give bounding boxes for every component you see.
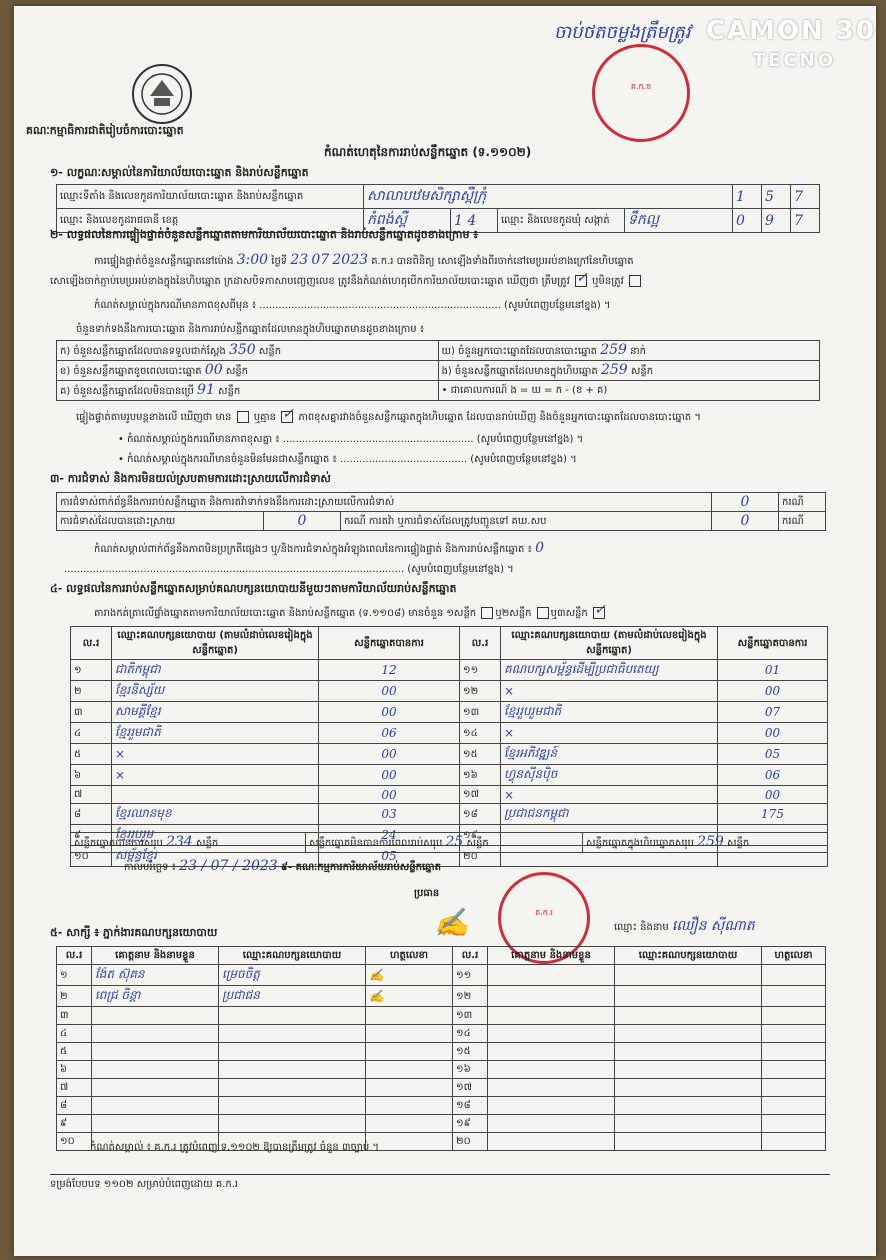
cell-votes-l: 00 bbox=[319, 702, 460, 723]
cell-empty bbox=[488, 1007, 615, 1025]
cell-empty bbox=[615, 1007, 762, 1025]
cell-empty bbox=[762, 1061, 826, 1079]
total-in-box: 259 bbox=[697, 834, 724, 850]
cell-no-r: ១៥ bbox=[460, 744, 501, 765]
chair-signature: ✍ bbox=[434, 906, 469, 939]
section-4-title: ៤- លទ្ធផលនៃការរាប់សន្លឹកឆ្នោតសម្រាប់គណបក្សនយោបាយនីមួយៗតាមការិយាល័យរាប់សន្លឹកឆ្នោត bbox=[50, 582, 457, 595]
cell-sign-l bbox=[366, 1043, 453, 1061]
emblem-logo bbox=[132, 64, 192, 124]
cell-empty bbox=[488, 965, 615, 986]
cell-name-l bbox=[92, 1061, 219, 1079]
cell-no-r: ១៣ bbox=[453, 1007, 488, 1025]
cell-votes-r: 07 bbox=[718, 702, 828, 723]
party-row bbox=[71, 660, 828, 681]
cell-no-l: ៧ bbox=[71, 786, 112, 804]
code-digit: 1 bbox=[733, 185, 762, 209]
cell-party-l bbox=[219, 1115, 366, 1133]
cell-sign-l bbox=[366, 1025, 453, 1043]
count-year: 2023 bbox=[332, 252, 369, 268]
note-line-3: • កំណត់សម្គាល់ក្នុងករណីមានចំនួនមិនមែនជាសន្លឹកឆ្នោត ៖ ........................................ (សូមបំពេញបន្ថែមនៅខ្នង) ។ bbox=[118, 454, 577, 465]
province-code: 1 4 bbox=[451, 209, 498, 233]
header-handwritten-note: ចាប់ថតចម្លងត្រឹមត្រូវ bbox=[554, 22, 691, 43]
cell-no-l: ៣ bbox=[71, 702, 112, 723]
cell-party-l bbox=[219, 1079, 366, 1097]
section-4-intro: តារាងកត់ត្រាលើផ្ទាំងឆ្នោតតាមការិយាល័យបោះឆ្នោត និងរាប់សន្លឹកឆ្នោត (ទ.១១០៨) មានចំនួន ១សន្លឹក ឬ២សន្លឹក ឬ៣សន្លឹក ✓ bbox=[94, 602, 606, 619]
bottom-stamp: គ.ក.រ bbox=[498, 872, 590, 964]
cell-name-l: ពេជ្រ ចិន្តា bbox=[92, 986, 219, 1007]
cell-no-l: ៤ bbox=[57, 1025, 92, 1043]
party-row bbox=[71, 804, 828, 825]
cell-no-r: ១៧ bbox=[460, 786, 501, 804]
cell-party-l: ប្រជាជន bbox=[219, 986, 366, 1007]
cell-party-l bbox=[112, 786, 319, 804]
count-month: 07 bbox=[311, 252, 330, 268]
witness-row bbox=[57, 1097, 826, 1115]
cell-no-l: ៦ bbox=[71, 765, 112, 786]
chair-name-line: ឈ្មោះ និងនាម ឈឿន ស៊ីណាត bbox=[614, 918, 755, 934]
witness-row bbox=[57, 1025, 826, 1043]
cell-votes-r: 05 bbox=[718, 744, 828, 765]
cell-no-l: ៦ bbox=[57, 1061, 92, 1079]
cell-no-l: ៨ bbox=[57, 1097, 92, 1115]
cell-party-r: × bbox=[501, 681, 718, 702]
cell-sign-l: ✍ bbox=[366, 986, 453, 1007]
section-1-title: ១- លក្ខណៈសម្គាល់នៃការិយាល័យបោះឆ្នោត និងរាប់សន្លឹកឆ្នោត bbox=[50, 166, 309, 179]
top-stamp: គ.ក.ខ bbox=[592, 44, 690, 142]
cell-name-l bbox=[92, 1097, 219, 1115]
watermark-sub: TECNO bbox=[752, 50, 836, 71]
cell-empty bbox=[762, 1025, 826, 1043]
complaints-count: 0 bbox=[712, 493, 779, 512]
cell-votes-l: 00 bbox=[319, 681, 460, 702]
code-digit: 0 bbox=[733, 209, 762, 233]
cell-party-r: គណបក្សសម្ព័ន្ធដើម្បីប្រជាធិបតេយ្យ bbox=[501, 660, 718, 681]
ballots-in-box-value: 259 bbox=[600, 362, 628, 378]
cell-votes-l: 24 bbox=[319, 825, 460, 846]
cell-empty bbox=[615, 1061, 762, 1079]
commission-name: គណៈកម្មាធិការជាតិរៀបចំការបោះឆ្នោត bbox=[26, 124, 184, 137]
party-results-table: ល.រ ឈ្មោះគណបក្សនយោបាយ (តាមលំដាប់លេខរៀងក្នុងសន្លឹកឆ្នោត) សន្លឹកឆ្នោតបានការ ល.រ ឈ្មោះគណបក្សនយោបាយ (តាមលំដាប់លេខរៀងក្នុងសន្លឹកឆ្នោត) សន្លឹកឆ្នោតបានការ ១ ជាតិកម្ពុជា 12 ១១ គណបក្សសម្ព័ន្ធដើម្បីប្រជាធិបតេយ្យ 01 ២ ខ្មែរនិស្ស័យ 00 ១២ × 00 ៣ សាមគ្គីខ្មែរ 00 ១៣ ខ្មែររួបរួមជាតិ 07 ៤ ខ្មែររួមជាតិ 06 ១៤ × 00 ៥ × 00 ១៥ ខ្មែរអភិវឌ្ឍន៍ 05 ៦ × 00 ១៦ ហ្វុនស៊ីនប៉ិច 06 ៧ 00 ១៧ × 00 ៨ ខ្មែរឈានមុខ 03 ១៨ ប្រជាជនកម្ពុជា 175 ៩ ខ្មែររួបរួម 24 ១៩ ១០ សម្ព័ន្ធខ្មែរ 05 ២០ bbox=[70, 626, 828, 867]
cell-no-l: ៣ bbox=[57, 1007, 92, 1025]
party-row bbox=[71, 765, 828, 786]
cell-no-r: ១១ bbox=[453, 965, 488, 986]
section-2-seal-line: សោឡើងចាក់ភ្ជាប់មេប្រអប់ខាងក្នុងនៃហិបឆ្នោត ក្រដាសបិទភាសាបញ្ចេញលេខ ត្រូវនឹងកំណត់ហេតុបើកការិយាល័យបោះឆ្នោត ឃើញថា ត្រឹមត្រូវ ✓ ឬមិនត្រូវ bbox=[50, 274, 820, 289]
resolved-count: 0 bbox=[264, 512, 341, 531]
cell-no-l: ៩ bbox=[57, 1115, 92, 1133]
cell-empty bbox=[615, 1025, 762, 1043]
cell-no-r: ១៩ bbox=[453, 1115, 488, 1133]
cell-no-r: ១៧ bbox=[453, 1079, 488, 1097]
cell-party-l bbox=[219, 1007, 366, 1025]
cell-no-r: ១១ bbox=[460, 660, 501, 681]
cell-votes-l: 06 bbox=[319, 723, 460, 744]
cell-party-l: ម្រេចចិត្ត bbox=[219, 965, 366, 986]
cell-empty bbox=[762, 1043, 826, 1061]
party-row bbox=[71, 723, 828, 744]
section-5-title: ៥- សាក្សី ៖ ភ្នាក់ងារគណបក្សនយោបាយ bbox=[50, 926, 218, 939]
cell-votes-r: 01 bbox=[718, 660, 828, 681]
cell-votes-l: 05 bbox=[319, 846, 460, 867]
cell-party-r: ប្រជាជនកម្ពុជា bbox=[501, 804, 718, 825]
cell-no-r: ១៥ bbox=[453, 1043, 488, 1061]
cell-sign-l bbox=[366, 1115, 453, 1133]
cell-no-l: ៥ bbox=[71, 744, 112, 765]
code-digit: 7 bbox=[791, 209, 820, 233]
cell-empty bbox=[488, 1097, 615, 1115]
cell-empty bbox=[488, 1115, 615, 1133]
cell-empty bbox=[615, 1079, 762, 1097]
witness-row bbox=[57, 1043, 826, 1061]
cell-sign-l bbox=[366, 1061, 453, 1079]
witness-row bbox=[57, 1115, 826, 1133]
cell-empty bbox=[488, 1061, 615, 1079]
cell-no-l: ២ bbox=[71, 681, 112, 702]
witness-row bbox=[57, 1061, 826, 1079]
cell-name-l bbox=[92, 1025, 219, 1043]
cell-party-r: ហ្វុនស៊ីនប៉ិច bbox=[501, 765, 718, 786]
section-2-intro: ការផ្ទៀងផ្ទាត់ចំនួនសន្លឹកឆ្នោតនៅម៉ោង 3:00 ថ្ងៃទី 23 07 2023 គ.ក.រ បានពិនិត្យ សោឡើងទាំងពីរចាក់នៅមេប្រអប់ខាងក្រៅនៃហិបឆ្នោត bbox=[94, 252, 634, 268]
cell-empty bbox=[762, 965, 826, 986]
label-office: ឈ្មោះទីតាំង និងលេខកូដការិយាល័យបោះឆ្នោត និងរាប់សន្លឹកឆ្នោត bbox=[57, 185, 364, 209]
cell-votes-l: 00 bbox=[319, 786, 460, 804]
cell-no-r: ១៤ bbox=[453, 1025, 488, 1043]
section-1-table bbox=[56, 184, 820, 233]
cell-empty bbox=[615, 1115, 762, 1133]
cell-votes-r: 00 bbox=[718, 681, 828, 702]
witness-row bbox=[57, 965, 826, 986]
document-page bbox=[14, 6, 876, 1256]
cell-no-r: ១២ bbox=[460, 681, 501, 702]
cell-empty bbox=[488, 1043, 615, 1061]
chair-name: ឈឿន ស៊ីណាត bbox=[671, 918, 755, 934]
total-valid: 234 bbox=[166, 834, 193, 850]
cell-no-r: ២០ bbox=[453, 1133, 488, 1151]
cell-no-l: ៩ bbox=[71, 825, 112, 846]
cell-no-r: ១៦ bbox=[453, 1061, 488, 1079]
cell-empty bbox=[615, 1043, 762, 1061]
cell-empty bbox=[762, 1115, 826, 1133]
total-invalid: 25 bbox=[445, 834, 464, 850]
cell-no-r: ២០ bbox=[460, 846, 501, 867]
province-value: កំពង់ស្ពឺ bbox=[364, 209, 451, 233]
cell-no-r: ១២ bbox=[453, 986, 488, 1007]
checkbox-3-sheets[interactable]: ✓ bbox=[593, 602, 606, 618]
cell-party-l bbox=[219, 1043, 366, 1061]
cell-no-l: ៥ bbox=[57, 1043, 92, 1061]
note-line-1: កំណត់សម្គាល់ក្នុងករណីមានភាពខុសពីមុន ៖ ............................................................................ (សូមបំពេញបន្ថែមនៅខ្នង) ។ bbox=[94, 300, 611, 311]
cell-name-l bbox=[92, 1115, 219, 1133]
watermark: CAMON 30 bbox=[705, 16, 876, 46]
checkbox-mismatch[interactable]: ✓ bbox=[282, 406, 294, 422]
count-day: 23 bbox=[290, 252, 309, 268]
ballots-received-value: 350 bbox=[228, 342, 256, 358]
cell-party-l: សម្ព័ន្ធខ្មែរ bbox=[112, 846, 319, 867]
commune-value: ទឹកល្អ bbox=[625, 209, 733, 233]
checkbox-correct[interactable]: ✓ bbox=[575, 270, 588, 286]
party-row bbox=[71, 786, 828, 804]
label-commune: ឈ្មោះ និងលេខកូដឃុំ សង្កាត់ bbox=[498, 209, 625, 233]
checkbox-2-sheets[interactable] bbox=[537, 607, 549, 619]
cell-no-l: ៨ bbox=[71, 804, 112, 825]
spoiled-ballots-value: 00 bbox=[204, 362, 223, 378]
unused-ballots-value: 91 bbox=[197, 382, 215, 398]
cell-no-l: ១០ bbox=[57, 1133, 92, 1151]
cell-party-r: × bbox=[501, 786, 718, 804]
totals-table: សន្លឹកឆ្នោតបានការសរុប 234 សន្លឹក សន្លឹកឆ្នោតមិនបានការពេលរាប់សរុប 25 សន្លឹក សន្លឹកឆ្នោតក្នុងហិបឆ្នោតសរុប 259 សន្លឹក bbox=[70, 832, 828, 853]
section-3-note: កំណត់សម្គាល់ពាក់ព័ន្ធនឹងភាពមិនប្រក្រតីផ្សេងៗ ឬ/និងការជំទាស់ក្នុងអំឡុងពេលនៃការផ្ទៀងផ្ទាត់ និងការរាប់សន្លឹកឆ្នោត ៖ 0 bbox=[94, 540, 545, 556]
cell-votes-l: 12 bbox=[319, 660, 460, 681]
cell-sign-l bbox=[366, 1097, 453, 1115]
label-province: ឈ្មោះ និងលេខកូដរាជធានី ខេត្ត bbox=[57, 209, 364, 233]
cell-empty bbox=[615, 1097, 762, 1115]
cell-name-l bbox=[92, 1007, 219, 1025]
signed-date: 23 / 07 / 2023 bbox=[179, 858, 278, 874]
cell-votes-r: 175 bbox=[718, 804, 828, 825]
cell-party-r: ខ្មែរអភិវឌ្ឍន៍ bbox=[501, 744, 718, 765]
cell-party-l bbox=[219, 1061, 366, 1079]
code-digit: 5 bbox=[762, 185, 791, 209]
cell-empty bbox=[615, 965, 762, 986]
party-row bbox=[71, 744, 828, 765]
cell-party-r: × bbox=[501, 723, 718, 744]
cell-votes-r: 06 bbox=[718, 765, 828, 786]
formula: • ជាគោលការណ៍ ង = ឃ = ក - (ខ + គ) bbox=[438, 381, 820, 401]
cell-no-l: ១ bbox=[71, 660, 112, 681]
note-line-4: ........................................................................................................... (សូមបំពេញបន្ថែមនៅខ្នង) ។ bbox=[64, 564, 514, 575]
cell-party-l: ខ្មែរនិស្ស័យ bbox=[112, 681, 319, 702]
party-row bbox=[71, 702, 828, 723]
cell-votes-r: 00 bbox=[718, 786, 828, 804]
cell-party-l: ជាតិកម្ពុជា bbox=[112, 660, 319, 681]
cell-no-r: ១៣ bbox=[460, 702, 501, 723]
party-row bbox=[71, 681, 828, 702]
cell-votes-l: 00 bbox=[319, 744, 460, 765]
cell-empty bbox=[615, 986, 762, 1007]
form-title: កំណត់ហេតុនៃការរាប់សន្លឹកឆ្នោត (ទ.១១០២) bbox=[324, 145, 532, 159]
cell-empty bbox=[762, 1007, 826, 1025]
cell-party-l: សាមគ្គីខ្មែរ bbox=[112, 702, 319, 723]
cell-empty bbox=[488, 986, 615, 1007]
witness-table: ល.រ គោត្តនាម និងនាមខ្លួន ឈ្មោះគណបក្សនយោបាយ ហត្ថលេខា ល.រ គោត្តនាម និងនាមខ្លួន ឈ្មោះគណបក្សនយោបាយ ហត្ថលេខា ១ ង៉ែត ស៊ុគន ម្រេចចិត្ត ✍ ១១ ២ ពេជ្រ ចិន្តា ប្រជាជន ✍ ១២ ៣ ១៣ ៤ ១៤ ៥ ១៥ ៦ ១៦ ៧ ១៧ ៨ ១៨ ៩ ១៩ ១០ ២០ bbox=[56, 946, 826, 1151]
cell-party-r: ខ្មែររួបរួមជាតិ bbox=[501, 702, 718, 723]
cell-empty bbox=[488, 1025, 615, 1043]
cell-empty bbox=[762, 1097, 826, 1115]
cell-party-l: × bbox=[112, 765, 319, 786]
match-line: ផ្ទៀងផ្ទាត់តាមរូបមន្តខាងលើ ឃើញថា មាន ឬគ្មាន ✓ ភាពខុសគ្នារវាងចំនួនសន្លឹកឆ្នោតក្នុងហិបឆ្នោត ដែលបានរាប់ឃើញ និងចំនួនអ្នកបោះឆ្នោតដែលបានបោះឆ្នោត ។ bbox=[76, 406, 701, 423]
note-line-2: • កំណត់សម្គាល់ក្នុងករណីមានភាពខុសគ្នា ៖ ............................................................ (សូមបំពេញបន្ថែមនៅខ្នង) ។ bbox=[118, 434, 584, 445]
cell-votes-l: 03 bbox=[319, 804, 460, 825]
chair-label: ប្រធាន bbox=[414, 888, 440, 899]
checkbox-1-sheet[interactable] bbox=[481, 607, 493, 619]
cell-no-l: ១ bbox=[57, 965, 92, 986]
section-3-title: ៣- ការជំទាស់ និងការមិនយល់ស្របតាមការដោះស្រាយលើការជំទាស់ bbox=[50, 472, 331, 485]
footer-note: កំណត់សម្គាល់ ៖ គ.ក.រ ត្រូវបំពេញ ទ.១១០២ ឱ្យបានត្រឹមត្រូវ ចំនួន ៣ច្បាប់ ។ bbox=[90, 1142, 379, 1153]
witness-row bbox=[57, 1007, 826, 1025]
cell-votes-l: 00 bbox=[319, 765, 460, 786]
cell-empty bbox=[488, 1079, 615, 1097]
code-digit: 9 bbox=[762, 209, 791, 233]
cell-no-r: ១៦ bbox=[460, 765, 501, 786]
cell-votes-r: 00 bbox=[718, 723, 828, 744]
signed-date-line: កាលបរិច្ឆេទ ៖ 23 / 07 / 2023 ៩- គណៈកម្មការការិយាល័យរាប់សន្លឹកឆ្នោត bbox=[124, 858, 441, 874]
cell-empty bbox=[762, 1079, 826, 1097]
count-time: 3:00 bbox=[236, 252, 269, 268]
cell-party-l: ខ្មែររួបរួម bbox=[112, 825, 319, 846]
checkbox-incorrect[interactable] bbox=[629, 275, 641, 287]
cell-party-l: ខ្មែររួមជាតិ bbox=[112, 723, 319, 744]
voters-value: 259 bbox=[600, 342, 627, 358]
cell-sign-l: ✍ bbox=[366, 965, 453, 986]
cell-no-l: ៧ bbox=[57, 1079, 92, 1097]
cell-party-l: ខ្មែរឈានមុខ bbox=[112, 804, 319, 825]
witness-row bbox=[57, 986, 826, 1007]
cell-sign-l bbox=[366, 1079, 453, 1097]
checkbox-match[interactable] bbox=[237, 411, 249, 423]
cell-name-l bbox=[92, 1043, 219, 1061]
cell-party-l bbox=[219, 1025, 366, 1043]
cell-no-r: ១៤ bbox=[460, 723, 501, 744]
cell-empty bbox=[762, 986, 826, 1007]
ballot-counts-table: ក) ចំនួនសន្លឹកឆ្នោតដែលបានទទួលជាក់ស្ដែង 350 សន្លឹក ឃ) ចំនួនអ្នកបោះឆ្នោតដែលបានបោះឆ្នោត 259 នាក់ ខ) ចំនួនសន្លឹកឆ្នោតខូចពេលបោះឆ្នោត 00 សន្លឹក ង) ចំនួនសន្លឹកឆ្នោតដែលមានក្នុងហិបឆ្នោត 259 សន្លឹក គ) ចំនួនសន្លឹកឆ្នោតដែលមិនបានប្រើ 91 សន្លឹក • ជាគោលការណ៍ ង = ឃ = ក - (ខ + គ) bbox=[56, 340, 820, 401]
code-digit: 7 bbox=[791, 185, 820, 209]
appeals-count: 0 bbox=[712, 512, 779, 531]
cell-no-l: ២ bbox=[57, 986, 92, 1007]
cell-no-r: ១៨ bbox=[453, 1097, 488, 1115]
cell-no-r: ១៨ bbox=[460, 804, 501, 825]
form-footer: ទម្រង់បែបបទ ១១០២ សម្រាប់បំពេញដោយ គ.ក.រ bbox=[50, 1174, 830, 1192]
cell-no-r: ១៩ bbox=[460, 825, 501, 846]
cell-no-l: ៤ bbox=[71, 723, 112, 744]
cell-name-l: ង៉ែត ស៊ុគន bbox=[92, 965, 219, 986]
cell-name-l bbox=[92, 1079, 219, 1097]
office-value: សាលាបឋមសិក្សាស្ពឺក្រុំ bbox=[364, 185, 733, 209]
cell-party-l bbox=[219, 1097, 366, 1115]
section-2-ballots-intro: ចំនួនទាក់ទងនឹងការបោះឆ្នោត និងការរាប់សន្លឹកឆ្នោតដែលមានក្នុងហិបឆ្នោតមានដូចខាងក្រោម ៖ bbox=[76, 324, 425, 335]
section-2-title: ២- លទ្ធផលនៃការផ្ទៀងផ្ទាត់ចំនួនសន្លឹកឆ្នោតតាមការិយាល័យបោះឆ្នោត និងរាប់សន្លឹកឆ្នោតដូចខាងក្រោម ៖ bbox=[50, 228, 479, 241]
cell-no-l: ១០ bbox=[71, 846, 112, 867]
witness-row bbox=[57, 1079, 826, 1097]
cell-party-l: × bbox=[112, 744, 319, 765]
complaints-table: ការជំទាស់ពាក់ព័ន្ធនឹងការរាប់សន្លឹកឆ្នោត និងការតវ៉ាទាក់ទងនឹងការដោះស្រាយលើការជំទាស់ 0 ករណី ការជំទាស់ដែលបានដោះស្រាយ 0 ករណី ការតវ៉ា ឬការជំទាស់ដែលត្រូវបញ្ជូនទៅ គឃ.សប 0 ករណី bbox=[56, 492, 826, 531]
cell-sign-l bbox=[366, 1007, 453, 1025]
